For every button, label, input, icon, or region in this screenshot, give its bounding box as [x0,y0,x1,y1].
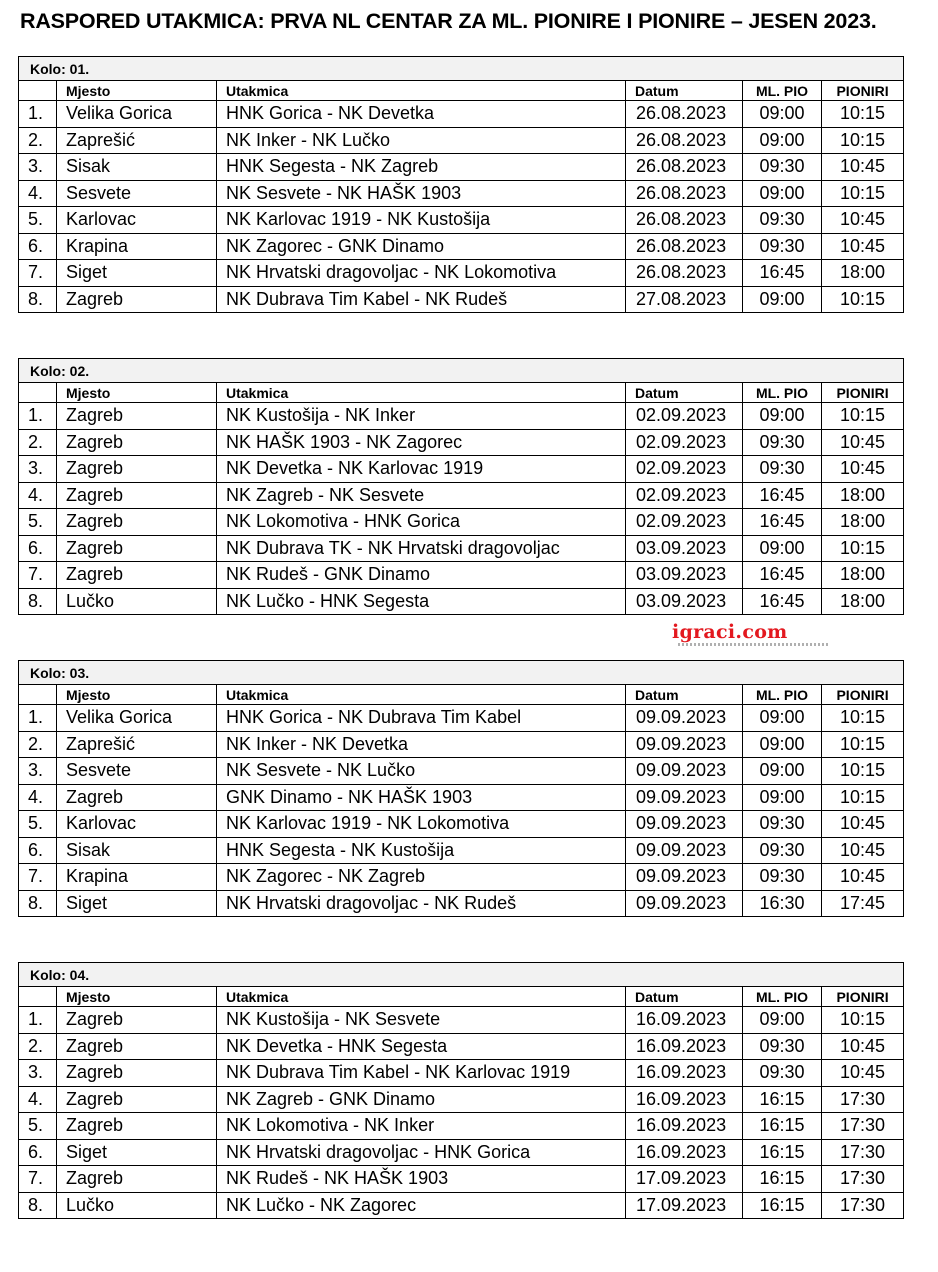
match-number: 6. [19,535,57,562]
match-time-pioniri: 10:45 [822,429,904,456]
column-header-num [19,685,57,705]
match-time-ml-pio: 16:45 [743,482,822,509]
match-time-pioniri: 17:30 [822,1139,904,1166]
match-time-ml-pio: 09:30 [743,864,822,891]
match-time-ml-pio: 09:00 [743,403,822,430]
match-time-pioniri: 17:30 [822,1192,904,1219]
match-time-pioniri: 10:45 [822,154,904,181]
match-time-pioniri: 10:15 [822,758,904,785]
match-location: Zagreb [57,403,217,430]
match-location: Sesvete [57,180,217,207]
match-number: 2. [19,731,57,758]
column-header-utakmica: Utakmica [217,987,626,1007]
round-table-1 [18,56,904,313]
match-number: 6. [19,233,57,260]
match-date: 16.09.2023 [626,1007,743,1034]
match-location: Zagreb [57,1113,217,1140]
match-location: Krapina [57,864,217,891]
match-time-pioniri: 17:45 [822,890,904,917]
match-teams: NK Hrvatski dragovoljac - NK Rudeš [217,890,626,917]
match-teams: NK Zagorec - GNK Dinamo [217,233,626,260]
match-teams: NK Kustošija - NK Sesvete [217,1007,626,1034]
match-time-ml-pio: 16:15 [743,1113,822,1140]
table-row [19,233,904,260]
match-date: 26.08.2023 [626,180,743,207]
column-header-row [19,81,904,101]
table-row [19,207,904,234]
match-date: 02.09.2023 [626,429,743,456]
match-number: 4. [19,1086,57,1113]
match-time-pioniri: 10:15 [822,180,904,207]
match-time-pioniri: 10:45 [822,207,904,234]
match-date: 09.09.2023 [626,705,743,732]
match-teams: HNK Gorica - NK Devetka [217,101,626,128]
match-number: 2. [19,1033,57,1060]
match-time-pioniri: 10:15 [822,127,904,154]
column-header-mjesto: Mjesto [57,81,217,101]
match-number: 3. [19,456,57,483]
column-header-ml-pio: ML. PIO [743,987,822,1007]
logo-tagline-decoration [678,643,828,646]
match-time-ml-pio: 16:45 [743,588,822,615]
match-location: Siget [57,890,217,917]
match-time-pioniri: 10:15 [822,705,904,732]
column-header-pioniri: PIONIRI [822,987,904,1007]
match-time-pioniri: 10:45 [822,456,904,483]
table-row [19,456,904,483]
column-header-mjesto: Mjesto [57,685,217,705]
match-time-pioniri: 10:15 [822,535,904,562]
match-number: 7. [19,260,57,287]
match-number: 1. [19,101,57,128]
match-teams: GNK Dinamo - NK HAŠK 1903 [217,784,626,811]
table-row [19,180,904,207]
table-row [19,890,904,917]
match-date: 26.08.2023 [626,233,743,260]
match-location: Zaprešić [57,127,217,154]
round-table-4 [18,962,904,1219]
column-header-datum: Datum [626,987,743,1007]
match-time-pioniri: 10:45 [822,1033,904,1060]
match-location: Zagreb [57,562,217,589]
match-time-pioniri: 17:30 [822,1086,904,1113]
match-time-pioniri: 10:15 [822,286,904,313]
match-teams: NK Inker - NK Devetka [217,731,626,758]
match-number: 2. [19,127,57,154]
match-date: 09.09.2023 [626,811,743,838]
match-teams: NK Karlovac 1919 - NK Lokomotiva [217,811,626,838]
match-date: 16.09.2023 [626,1086,743,1113]
match-teams: NK Lokomotiva - NK Inker [217,1113,626,1140]
match-number: 8. [19,286,57,313]
match-date: 09.09.2023 [626,731,743,758]
match-date: 03.09.2023 [626,588,743,615]
column-header-utakmica: Utakmica [217,685,626,705]
match-location: Sesvete [57,758,217,785]
match-teams: NK Sesvete - NK Lučko [217,758,626,785]
match-number: 3. [19,154,57,181]
igraci-logo [672,623,837,647]
match-location: Zagreb [57,286,217,313]
table-row [19,811,904,838]
match-time-ml-pio: 16:45 [743,562,822,589]
match-number: 4. [19,180,57,207]
match-number: 7. [19,1166,57,1193]
column-header-pioniri: PIONIRI [822,81,904,101]
match-date: 16.09.2023 [626,1113,743,1140]
match-location: Sisak [57,837,217,864]
match-teams: NK Zagreb - GNK Dinamo [217,1086,626,1113]
match-teams: NK Rudeš - GNK Dinamo [217,562,626,589]
match-teams: NK Dubrava Tim Kabel - NK Rudeš [217,286,626,313]
match-location: Zagreb [57,509,217,536]
match-date: 03.09.2023 [626,535,743,562]
match-number: 2. [19,429,57,456]
match-location: Lučko [57,588,217,615]
round-label: Kolo: 03. [19,661,904,685]
column-header-num [19,383,57,403]
round-table-3 [18,660,904,917]
match-time-ml-pio: 09:00 [743,705,822,732]
table-row [19,509,904,536]
match-location: Zagreb [57,482,217,509]
match-number: 3. [19,1060,57,1087]
table-row [19,260,904,287]
match-location: Zagreb [57,1166,217,1193]
match-teams: NK Lokomotiva - HNK Gorica [217,509,626,536]
match-location: Zagreb [57,535,217,562]
match-location: Zagreb [57,429,217,456]
match-time-pioniri: 10:45 [822,864,904,891]
match-teams: NK Lučko - NK Zagorec [217,1192,626,1219]
match-date: 09.09.2023 [626,837,743,864]
match-location: Velika Gorica [57,705,217,732]
table-row [19,101,904,128]
match-teams: NK Karlovac 1919 - NK Kustošija [217,207,626,234]
match-location: Zagreb [57,1060,217,1087]
match-date: 26.08.2023 [626,127,743,154]
match-time-ml-pio: 16:15 [743,1139,822,1166]
match-date: 26.08.2023 [626,154,743,181]
table-row [19,837,904,864]
column-header-ml-pio: ML. PIO [743,81,822,101]
column-header-pioniri: PIONIRI [822,685,904,705]
match-number: 1. [19,1007,57,1034]
match-time-pioniri: 10:15 [822,403,904,430]
match-location: Lučko [57,1192,217,1219]
round-header [19,963,904,987]
table-row [19,784,904,811]
match-teams: NK Zagorec - NK Zagreb [217,864,626,891]
match-date: 09.09.2023 [626,758,743,785]
match-time-ml-pio: 09:30 [743,429,822,456]
match-number: 6. [19,1139,57,1166]
match-teams: NK Zagreb - NK Sesvete [217,482,626,509]
match-number: 8. [19,588,57,615]
match-number: 5. [19,509,57,536]
column-header-datum: Datum [626,383,743,403]
match-teams: NK Dubrava TK - NK Hrvatski dragovoljac [217,535,626,562]
match-date: 02.09.2023 [626,509,743,536]
table-row [19,1139,904,1166]
match-time-ml-pio: 16:45 [743,260,822,287]
column-header-pioniri: PIONIRI [822,383,904,403]
table-row [19,1166,904,1193]
column-header-row [19,685,904,705]
match-time-pioniri: 10:45 [822,837,904,864]
match-location: Karlovac [57,811,217,838]
table-row [19,127,904,154]
match-number: 7. [19,864,57,891]
match-date: 02.09.2023 [626,482,743,509]
match-number: 8. [19,1192,57,1219]
page-title: RASPORED UTAKMICA: PRVA NL CENTAR ZA ML. PIONIRE I PIONIRE – JESEN 2023. [20,9,877,33]
match-time-ml-pio: 09:30 [743,207,822,234]
table-row [19,1007,904,1034]
column-header-num [19,987,57,1007]
match-teams: NK Hrvatski dragovoljac - NK Lokomotiva [217,260,626,287]
match-time-ml-pio: 09:30 [743,1060,822,1087]
match-location: Zagreb [57,1086,217,1113]
match-time-pioniri: 17:30 [822,1113,904,1140]
round-label: Kolo: 02. [19,359,904,383]
column-header-ml-pio: ML. PIO [743,685,822,705]
table-row [19,286,904,313]
table-row [19,403,904,430]
match-teams: NK Dubrava Tim Kabel - NK Karlovac 1919 [217,1060,626,1087]
match-location: Zagreb [57,1007,217,1034]
match-date: 27.08.2023 [626,286,743,313]
table-row [19,758,904,785]
match-time-pioniri: 10:15 [822,784,904,811]
logo-text: igraci.com [672,621,788,643]
match-date: 09.09.2023 [626,784,743,811]
match-time-ml-pio: 09:00 [743,1007,822,1034]
match-time-pioniri: 10:45 [822,1060,904,1087]
match-teams: NK Kustošija - NK Inker [217,403,626,430]
match-location: Siget [57,260,217,287]
table-row [19,1086,904,1113]
round-header [19,359,904,383]
match-number: 4. [19,482,57,509]
match-teams: NK Inker - NK Lučko [217,127,626,154]
match-location: Siget [57,1139,217,1166]
match-date: 09.09.2023 [626,864,743,891]
table-row [19,482,904,509]
match-teams: NK Devetka - HNK Segesta [217,1033,626,1060]
match-teams: NK Hrvatski dragovoljac - HNK Gorica [217,1139,626,1166]
match-time-pioniri: 18:00 [822,482,904,509]
column-header-num [19,81,57,101]
match-time-ml-pio: 09:00 [743,758,822,785]
match-location: Zagreb [57,456,217,483]
match-teams: NK Lučko - HNK Segesta [217,588,626,615]
match-date: 09.09.2023 [626,890,743,917]
match-date: 16.09.2023 [626,1060,743,1087]
match-date: 17.09.2023 [626,1166,743,1193]
table-row [19,705,904,732]
match-location: Karlovac [57,207,217,234]
table-row [19,1192,904,1219]
match-location: Zagreb [57,784,217,811]
column-header-mjesto: Mjesto [57,987,217,1007]
column-header-ml-pio: ML. PIO [743,383,822,403]
match-location: Sisak [57,154,217,181]
match-time-pioniri: 10:45 [822,811,904,838]
match-teams: NK Sesvete - NK HAŠK 1903 [217,180,626,207]
match-time-pioniri: 18:00 [822,562,904,589]
match-time-ml-pio: 09:30 [743,837,822,864]
match-number: 6. [19,837,57,864]
match-number: 8. [19,890,57,917]
match-time-ml-pio: 16:45 [743,509,822,536]
match-location: Krapina [57,233,217,260]
column-header-utakmica: Utakmica [217,383,626,403]
match-time-ml-pio: 16:15 [743,1086,822,1113]
match-number: 1. [19,705,57,732]
match-number: 1. [19,403,57,430]
match-time-pioniri: 18:00 [822,588,904,615]
column-header-utakmica: Utakmica [217,81,626,101]
column-header-datum: Datum [626,685,743,705]
match-number: 5. [19,207,57,234]
match-time-ml-pio: 16:15 [743,1166,822,1193]
table-row [19,562,904,589]
match-date: 16.09.2023 [626,1033,743,1060]
match-location: Zaprešić [57,731,217,758]
table-row [19,535,904,562]
match-time-ml-pio: 09:00 [743,180,822,207]
round-label: Kolo: 01. [19,57,904,81]
match-teams: HNK Segesta - NK Zagreb [217,154,626,181]
round-table-2 [18,358,904,615]
match-teams: HNK Gorica - NK Dubrava Tim Kabel [217,705,626,732]
match-date: 26.08.2023 [626,101,743,128]
match-teams: NK Devetka - NK Karlovac 1919 [217,456,626,483]
match-location: Velika Gorica [57,101,217,128]
match-number: 5. [19,1113,57,1140]
match-number: 7. [19,562,57,589]
match-time-ml-pio: 09:00 [743,101,822,128]
match-date: 26.08.2023 [626,260,743,287]
match-time-ml-pio: 09:00 [743,535,822,562]
match-location: Zagreb [57,1033,217,1060]
match-time-ml-pio: 16:30 [743,890,822,917]
match-date: 16.09.2023 [626,1139,743,1166]
table-row [19,588,904,615]
match-time-pioniri: 18:00 [822,509,904,536]
match-time-pioniri: 18:00 [822,260,904,287]
match-time-ml-pio: 09:30 [743,456,822,483]
match-time-ml-pio: 09:00 [743,784,822,811]
match-number: 5. [19,811,57,838]
round-label: Kolo: 04. [19,963,904,987]
match-number: 4. [19,784,57,811]
column-header-datum: Datum [626,81,743,101]
match-time-pioniri: 10:15 [822,731,904,758]
match-teams: NK Rudeš - NK HAŠK 1903 [217,1166,626,1193]
match-time-ml-pio: 09:00 [743,731,822,758]
match-time-pioniri: 10:15 [822,101,904,128]
match-time-ml-pio: 09:30 [743,1033,822,1060]
table-row [19,429,904,456]
match-time-ml-pio: 09:30 [743,811,822,838]
column-header-row [19,383,904,403]
match-time-ml-pio: 09:00 [743,286,822,313]
match-time-ml-pio: 16:15 [743,1192,822,1219]
match-time-pioniri: 10:45 [822,233,904,260]
match-time-pioniri: 17:30 [822,1166,904,1193]
match-date: 26.08.2023 [626,207,743,234]
match-date: 02.09.2023 [626,403,743,430]
round-header [19,57,904,81]
table-row [19,1113,904,1140]
match-teams: HNK Segesta - NK Kustošija [217,837,626,864]
match-number: 3. [19,758,57,785]
match-time-ml-pio: 09:30 [743,154,822,181]
table-row [19,864,904,891]
match-date: 03.09.2023 [626,562,743,589]
match-date: 02.09.2023 [626,456,743,483]
match-date: 17.09.2023 [626,1192,743,1219]
table-row [19,154,904,181]
table-row [19,1033,904,1060]
round-header [19,661,904,685]
table-row [19,731,904,758]
match-time-ml-pio: 09:00 [743,127,822,154]
match-time-pioniri: 10:15 [822,1007,904,1034]
match-teams: NK HAŠK 1903 - NK Zagorec [217,429,626,456]
column-header-row [19,987,904,1007]
table-row [19,1060,904,1087]
column-header-mjesto: Mjesto [57,383,217,403]
match-time-ml-pio: 09:30 [743,233,822,260]
